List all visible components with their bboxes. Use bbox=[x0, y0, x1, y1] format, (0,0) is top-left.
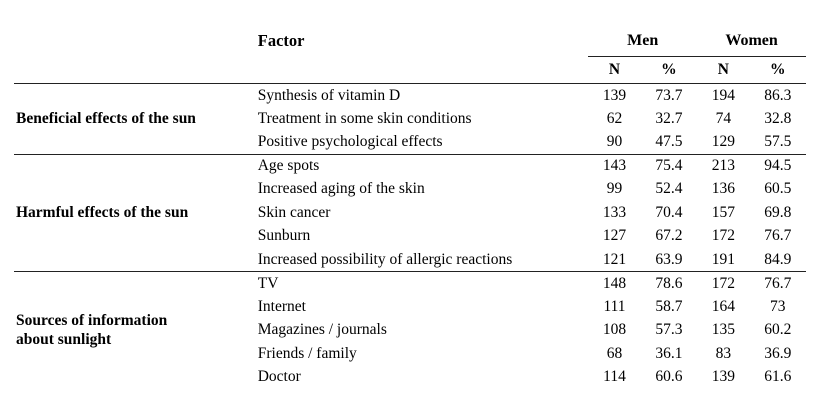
women-pct-value: 32.8 bbox=[764, 109, 792, 127]
factor-label: Treatment in some skin conditions bbox=[257, 109, 472, 127]
header-men-n: N bbox=[588, 57, 640, 84]
table-row bbox=[14, 84, 806, 108]
group-harmful bbox=[14, 154, 806, 272]
women-n-value: 157 bbox=[711, 203, 735, 221]
men-pct-value: 58.7 bbox=[655, 297, 683, 315]
men-pct-value: 75.4 bbox=[641, 154, 697, 178]
women-pct-value: 84.9 bbox=[764, 250, 792, 268]
group-label-sources bbox=[14, 272, 246, 390]
men-n-value: 143 bbox=[588, 154, 640, 178]
factor-label: Doctor bbox=[257, 368, 301, 386]
header-blank-group bbox=[14, 26, 246, 57]
factor-label: Synthesis of vitamin D bbox=[257, 86, 401, 104]
header-factor: Factor bbox=[257, 31, 305, 51]
women-pct-value: 73 bbox=[770, 297, 786, 315]
header-row-groups bbox=[14, 26, 806, 57]
factor-label: Magazines / journals bbox=[257, 321, 387, 339]
women-n-value: 83 bbox=[715, 344, 732, 362]
women-n-value: 172 bbox=[697, 272, 749, 296]
men-n-value: 90 bbox=[606, 133, 623, 150]
women-pct-value: 86.3 bbox=[764, 86, 792, 104]
women-n-value: 191 bbox=[711, 250, 735, 268]
table-row bbox=[14, 154, 806, 178]
header-row-subcolumns bbox=[14, 57, 806, 84]
women-pct-value: 60.5 bbox=[764, 180, 792, 198]
women-pct-value: 76.7 bbox=[764, 227, 792, 245]
men-n-value: 127 bbox=[602, 227, 627, 245]
men-pct-value: 78.6 bbox=[641, 272, 697, 296]
women-n-value: 172 bbox=[711, 227, 735, 245]
factor-label: TV bbox=[246, 272, 589, 296]
header-women-pct: % bbox=[750, 57, 806, 84]
factor-label: Friends / family bbox=[257, 344, 357, 362]
men-pct-value: 36.1 bbox=[655, 344, 683, 362]
men-n-value: 68 bbox=[606, 344, 623, 362]
header-men-pct: % bbox=[641, 57, 697, 84]
header-blank-group-2 bbox=[14, 57, 246, 84]
men-n-value: 108 bbox=[602, 321, 627, 339]
women-pct-value: 60.2 bbox=[764, 321, 792, 339]
group-label-beneficial: Beneficial effects of the sun bbox=[16, 109, 196, 127]
women-n-value: 135 bbox=[711, 321, 735, 339]
group-label-line-1: Sources of information bbox=[16, 312, 168, 330]
men-pct-value: 63.9 bbox=[655, 250, 683, 268]
women-pct-value: 36.9 bbox=[764, 344, 792, 362]
men-n-value: 114 bbox=[603, 368, 626, 386]
men-pct-value: 52.4 bbox=[655, 180, 683, 198]
women-n-value: 139 bbox=[711, 368, 735, 386]
women-pct-value: 76.7 bbox=[750, 272, 806, 296]
factor-label: Sunburn bbox=[257, 227, 311, 245]
men-n-value: 62 bbox=[606, 109, 623, 127]
men-n-value: 111 bbox=[603, 297, 626, 315]
women-pct-value: 61.6 bbox=[764, 368, 792, 386]
women-pct-value: 69.8 bbox=[764, 203, 792, 221]
women-n-value: 213 bbox=[697, 154, 749, 178]
women-pct-value: 57.5 bbox=[764, 133, 792, 150]
men-n-value: 148 bbox=[588, 272, 640, 296]
women-n-value: 194 bbox=[711, 86, 735, 104]
men-n-value: 121 bbox=[602, 250, 627, 268]
men-pct-value: 73.7 bbox=[655, 86, 683, 104]
men-pct-value: 32.7 bbox=[655, 109, 683, 127]
header-blank-factor-2 bbox=[246, 57, 589, 84]
survey-results-table bbox=[14, 26, 806, 389]
factor-label: Age spots bbox=[246, 154, 589, 178]
women-n-value: 164 bbox=[711, 297, 735, 315]
group-beneficial bbox=[14, 84, 806, 155]
group-label-harmful: Harmful effects of the sun bbox=[14, 154, 246, 272]
factor-label: Increased possibility of allergic reactions bbox=[257, 250, 513, 268]
table-header bbox=[14, 26, 806, 84]
factor-label: Positive psychological effects bbox=[257, 133, 443, 150]
men-pct-value: 70.4 bbox=[655, 203, 683, 221]
group-sources bbox=[14, 272, 806, 390]
men-pct-value: 67.2 bbox=[655, 227, 683, 245]
table-row bbox=[14, 272, 806, 296]
header-women: Women bbox=[697, 26, 806, 57]
men-n-value: 139 bbox=[602, 86, 627, 104]
men-n-value: 133 bbox=[602, 203, 627, 221]
women-n-value: 129 bbox=[711, 133, 735, 150]
header-men: Men bbox=[588, 26, 697, 57]
men-n-value: 99 bbox=[606, 180, 623, 198]
women-n-value: 136 bbox=[711, 180, 735, 198]
men-pct-value: 47.5 bbox=[655, 133, 683, 150]
factor-label: Skin cancer bbox=[257, 203, 331, 221]
men-pct-value: 57.3 bbox=[655, 321, 683, 339]
group-label-line-2: about sunlight bbox=[16, 330, 112, 348]
women-n-value: 74 bbox=[715, 109, 732, 127]
factor-label: Internet bbox=[257, 297, 306, 315]
factor-label: Increased aging of the skin bbox=[257, 180, 425, 198]
women-pct-value: 94.5 bbox=[750, 154, 806, 178]
header-women-n: N bbox=[697, 57, 749, 84]
men-pct-value: 60.6 bbox=[655, 368, 683, 386]
